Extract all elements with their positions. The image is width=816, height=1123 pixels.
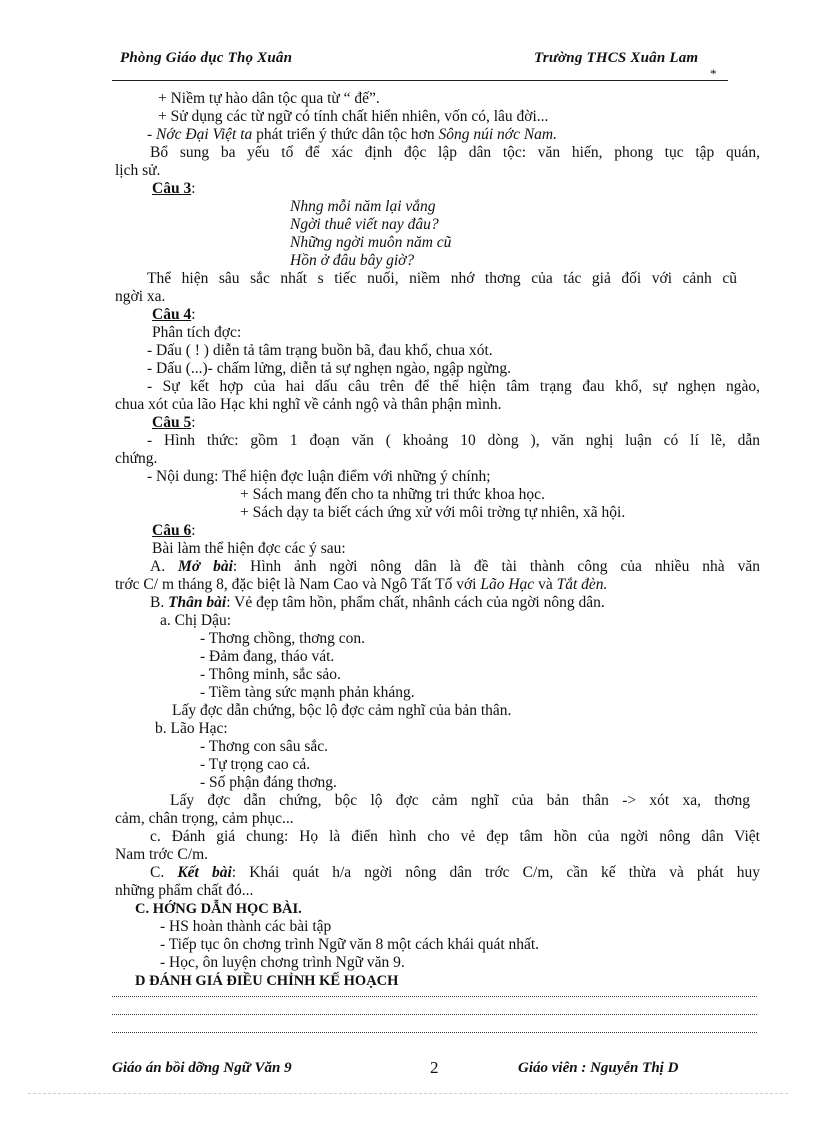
text-line: - Học, ôn luyện chơng trình Ngữ văn 9.: [160, 954, 405, 971]
text-line: c. Đánh giá chung: Họ là điển hình cho vẻ đẹp tâm hồn của ngời nông dân Việt: [150, 828, 760, 845]
text-span: :: [191, 180, 196, 197]
poem-line: Những ngời muôn năm cũ: [290, 234, 452, 251]
text-span: phát triển ý thức dân tộc hơn: [252, 126, 439, 143]
text-span: C.: [150, 864, 178, 881]
section-label: Thân bài: [168, 594, 227, 611]
section-label: Kết bài: [177, 864, 232, 881]
text-line: - Dấu ( ! ) diễn tả tâm trạng buồn bã, đau khổ, chua xót.: [147, 342, 493, 359]
text-span: :: [191, 522, 196, 539]
text-line: - Dấu (...)- chấm lửng, diễn tả sự nghẹn ngào, ngập ngừng.: [147, 360, 511, 377]
text-line: - Tự trọng cao cả.: [200, 756, 311, 773]
text-line: - Tiếp tục ôn chơng trình Ngữ văn 8 một cách khái quát nhất.: [160, 936, 540, 953]
text-line: - Số phận đáng thơng.: [200, 774, 337, 791]
text-span: -: [147, 126, 157, 143]
text-span: A.: [150, 558, 179, 575]
text-line: Thể hiện sâu sắc nhất s tiếc nuối, niềm nhớ thơng của tác giả đối với cảnh cũ: [147, 270, 737, 287]
question-label: Câu 6: [152, 522, 192, 539]
question-label: Câu 4: [152, 306, 192, 323]
text-line: - Đảm đang, tháo vát.: [200, 648, 335, 665]
question-heading: [152, 180, 196, 198]
text-line: Nam trớc C/m.: [115, 846, 208, 863]
text-span: : Vẻ đẹp tâm hồn, phẩm chất, nhânh cách của ngời nông dân.: [226, 594, 605, 611]
header-asterisk: *: [710, 66, 717, 81]
text-line: [150, 558, 760, 576]
text-line: - Thông minh, sắc sảo.: [200, 666, 341, 683]
text-line: những phẩm chất đó...: [115, 882, 254, 899]
text-line: cảm, chân trọng, cảm phục...: [115, 810, 294, 827]
text-line: - Sự kết hợp của hai dấu câu trên để thể hiện tâm trạng đau khổ, sự nghẹn ngào,: [147, 378, 760, 395]
page-number: 2: [430, 1058, 439, 1077]
poem-line: Nhng mỗi năm lại vắng: [290, 198, 436, 215]
text-span: và: [534, 576, 557, 593]
text-span: :: [191, 414, 196, 431]
poem-line: Ngời thuê viết nay đâu?: [290, 216, 439, 233]
footer-title: Giáo án bồi dỡng Ngữ Văn 9: [112, 1060, 292, 1076]
text-line: - Tiềm tàng sức mạnh phản kháng.: [200, 684, 415, 701]
text-span: B.: [150, 594, 169, 611]
poem-line: Hồn ở đâu bây giờ?: [290, 252, 415, 269]
text-span: : Hình ảnh ngời nông dân là đề tài thành công của nhiều nhà văn: [232, 558, 760, 575]
italic-title: Tắt đèn.: [556, 576, 608, 593]
text-line: ngời xa.: [115, 288, 166, 305]
dotted-line: [112, 1032, 757, 1033]
section-label: Mở bài: [178, 558, 233, 575]
text-line: - Thơng con sâu sắc.: [200, 738, 329, 755]
question-label: Câu 3: [152, 180, 192, 197]
text-line: Lấy đợc dẫn chứng, bộc lộ đợc cảm nghĩ của bản thân.: [172, 702, 512, 719]
text-line: [150, 594, 605, 612]
text-line: - HS hoàn thành các bài tập: [160, 918, 332, 935]
question-heading: [152, 306, 196, 324]
text-span: trớc C/ m tháng 8, đặc biệt là Nam Cao và Ngô Tất Tố với: [115, 576, 481, 593]
text-span: : Khái quát h/a ngời nông dân trớc C/m, cần kế thừa và phát huy: [231, 864, 760, 881]
text-line: [150, 864, 760, 882]
question-label: Câu 5: [152, 414, 192, 431]
text-line: Lấy đợc dẫn chứng, bộc lộ đợc cảm nghĩ của bản thân -> xót xa, thơng: [170, 792, 750, 809]
text-line: Phân tích đợc:: [152, 324, 242, 341]
question-heading: [152, 522, 196, 540]
italic-title: Sông núi nớc Nam.: [438, 126, 557, 143]
text-line: Bổ sung ba yếu tố để xác định độc lập dân tộc: văn hiến, phong tục tập quán,: [150, 144, 760, 161]
italic-title: Lão Hạc: [480, 576, 535, 593]
section-heading: C. HỚNG DẪN HỌC BÀI.: [135, 901, 302, 917]
text-line: + Sử dụng các từ ngữ có tính chất hiển nhiên, vốn có, lâu đời...: [158, 108, 549, 125]
header-rule: [112, 80, 728, 81]
header-department: Phòng Giáo dục Thọ Xuân: [120, 50, 293, 66]
footer-teacher: Giáo viên : Nguyễn Thị D: [518, 1060, 679, 1076]
italic-title: Nớc Đại Việt ta: [156, 126, 253, 143]
text-line: Bài làm thể hiện đợc các ý sau:: [152, 540, 346, 557]
text-line: b. Lão Hạc:: [155, 720, 228, 737]
text-line: chua xót của lão Hạc khi nghĩ về cảnh ngộ và thân phận mình.: [115, 396, 502, 413]
text-line: a. Chị Dậu:: [160, 612, 232, 629]
text-span: :: [191, 306, 196, 323]
text-line: chứng.: [115, 450, 158, 467]
text-line: - Nội dung: Thể hiện đợc luận điểm với những ý chính;: [147, 468, 491, 485]
dotted-line: [112, 996, 757, 997]
text-line: [115, 576, 607, 594]
text-line: + Sách dạy ta biết cách ứng xử với môi trờng tự nhiên, xã hội.: [240, 504, 626, 521]
page-bottom-rule: [28, 1093, 788, 1094]
text-line: - Thơng chồng, thơng con.: [200, 630, 366, 647]
section-heading: D ĐÁNH GIÁ ĐIỀU CHỈNH KẾ HOẠCH: [135, 973, 399, 989]
text-line: - Hình thức: gồm 1 đoạn văn ( khoảng 10 dòng ), văn nghị luận có lí lẽ, dẫn: [147, 432, 760, 449]
text-line: + Niềm tự hào dân tộc qua từ “ đế”.: [158, 90, 380, 107]
text-line: + Sách mang đến cho ta những tri thức khoa học.: [240, 486, 545, 503]
header-school: Trường THCS Xuân Lam: [534, 50, 699, 66]
text-line: lịch sử.: [115, 162, 161, 179]
text-line: [147, 126, 557, 144]
question-heading: [152, 414, 196, 432]
dotted-line: [112, 1014, 757, 1015]
